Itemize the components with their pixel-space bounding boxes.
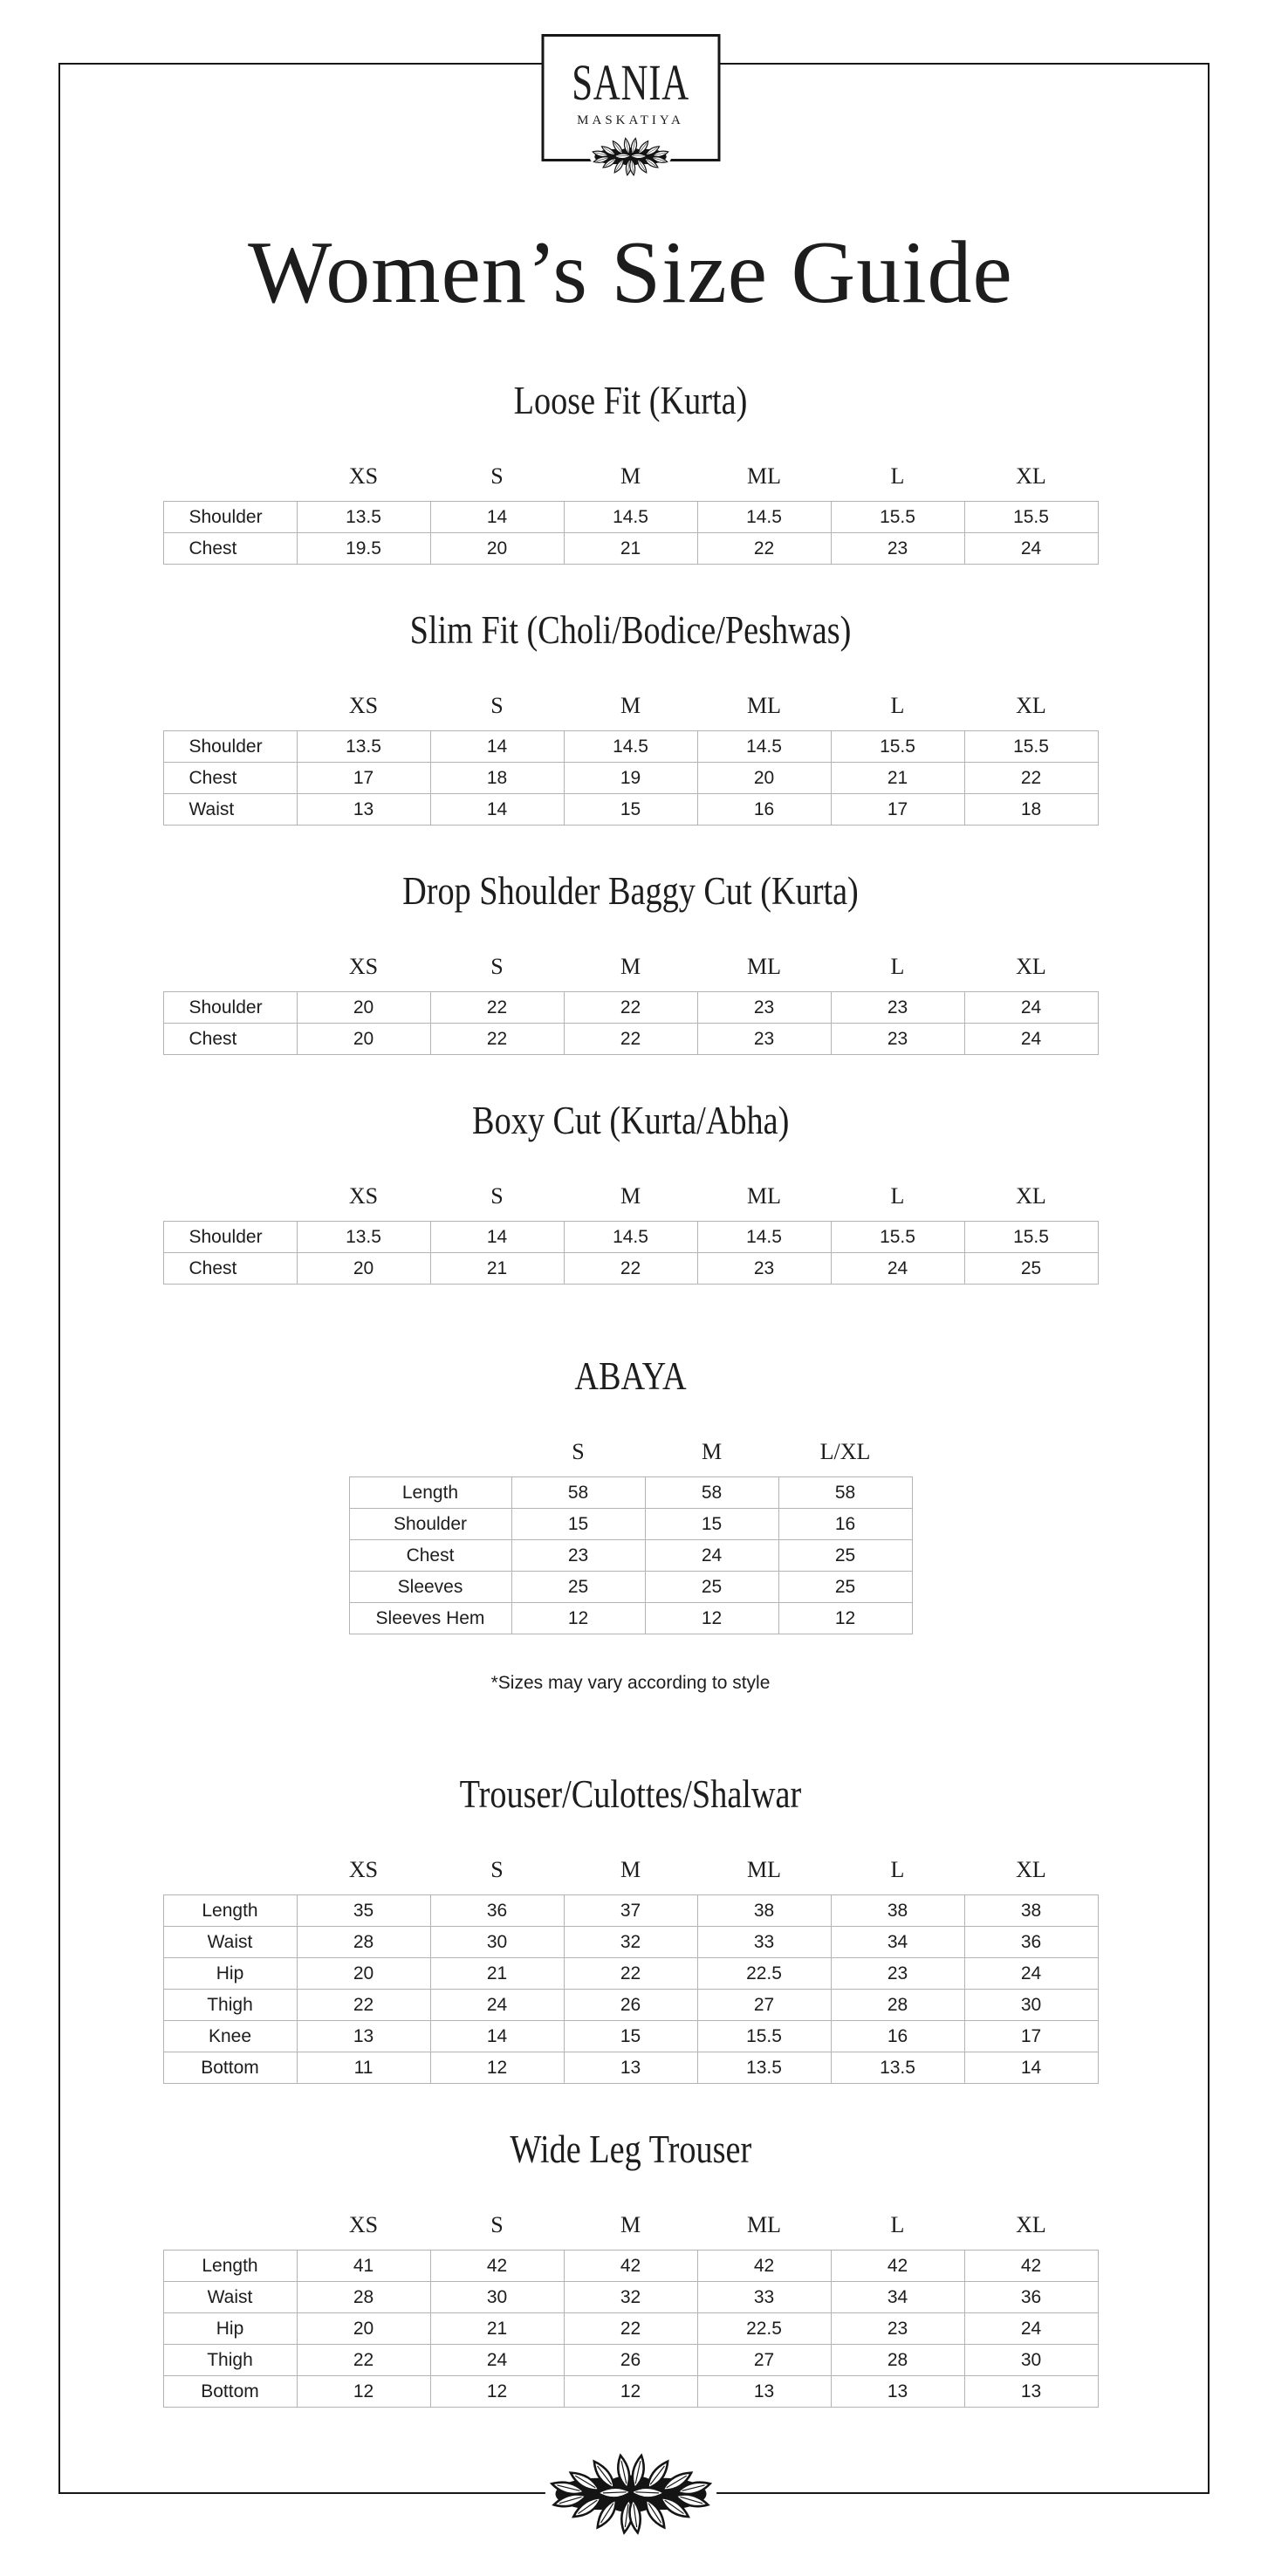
size-value-cell: 23 xyxy=(832,533,965,565)
row-label: Chest xyxy=(164,1253,298,1285)
size-value-cell: 58 xyxy=(646,1477,779,1509)
size-value-cell: 15 xyxy=(565,2021,698,2052)
size-value-cell: 12 xyxy=(431,2376,565,2408)
table-title xyxy=(0,606,1261,654)
size-value-cell: 14.5 xyxy=(565,731,698,763)
size-value-cell: 14.5 xyxy=(698,1222,832,1253)
header-spacer xyxy=(163,953,297,981)
size-value-cell: 36 xyxy=(431,1895,565,1927)
size-value-cell: 21 xyxy=(431,2313,565,2345)
size-value-cell: 14.5 xyxy=(565,502,698,533)
size-header-row xyxy=(163,692,1098,720)
size-column-header: L xyxy=(890,954,905,980)
size-value-cell: 20 xyxy=(298,992,431,1024)
size-column-header: M xyxy=(701,1439,723,1465)
size-table xyxy=(163,1894,1099,2084)
row-label: Chest xyxy=(164,763,298,794)
row-label: Thigh xyxy=(164,2345,298,2376)
size-column-header: ML xyxy=(747,693,781,719)
size-value-cell: 14.5 xyxy=(698,502,832,533)
header-spacer xyxy=(349,1438,511,1466)
size-column-header: ML xyxy=(747,1183,781,1209)
size-table xyxy=(163,2250,1099,2408)
size-value-cell: 34 xyxy=(832,2282,965,2313)
size-value-cell: 15 xyxy=(646,1509,779,1540)
row-label: Sleeves xyxy=(350,1572,512,1603)
size-value-cell: 22 xyxy=(565,2313,698,2345)
size-value-cell: 22 xyxy=(431,1024,565,1055)
size-value-cell: 20 xyxy=(298,2313,431,2345)
size-value-cell: 24 xyxy=(965,1958,1099,1990)
size-value-cell: 42 xyxy=(565,2251,698,2282)
size-value-cell: 12 xyxy=(646,1603,779,1634)
size-value-cell: 27 xyxy=(698,2345,832,2376)
size-column-header: M xyxy=(620,954,641,980)
size-value-cell: 15.5 xyxy=(832,1222,965,1253)
size-value-cell: 42 xyxy=(965,2251,1099,2282)
size-column-header: L xyxy=(890,1183,905,1209)
size-table-section xyxy=(0,867,1261,1055)
size-value-cell: 25 xyxy=(965,1253,1099,1285)
size-table-section xyxy=(0,1097,1261,1285)
table-title-text: Loose Fit (Kurta) xyxy=(513,379,748,423)
table-title xyxy=(0,1353,1261,1400)
row-label: Thigh xyxy=(164,1990,298,2021)
size-column-header: XL xyxy=(1016,2212,1046,2238)
size-value-cell: 24 xyxy=(965,533,1099,565)
size-value-cell: 12 xyxy=(779,1603,913,1634)
table-title-text: Drop Shoulder Baggy Cut (Kurta) xyxy=(402,869,859,914)
brand-subname: MASKATIYA xyxy=(577,113,684,127)
laurel-icon xyxy=(528,2443,733,2546)
size-value-cell: 15.5 xyxy=(698,2021,832,2052)
size-column-header: XL xyxy=(1016,1857,1046,1883)
size-column-header: L/XL xyxy=(819,1439,871,1465)
size-value-cell: 21 xyxy=(832,763,965,794)
size-value-cell: 26 xyxy=(565,2345,698,2376)
row-label: Length xyxy=(164,1895,298,1927)
size-column-header: ML xyxy=(747,2212,781,2238)
size-value-cell: 14.5 xyxy=(698,731,832,763)
size-value-cell: 23 xyxy=(832,1024,965,1055)
size-table-section xyxy=(0,2126,1261,2408)
size-table-section xyxy=(0,377,1261,565)
size-column-header: L xyxy=(890,693,905,719)
table-title xyxy=(0,1097,1261,1144)
size-header-row xyxy=(163,1182,1098,1210)
size-value-cell: 12 xyxy=(431,2052,565,2084)
size-value-cell: 33 xyxy=(698,2282,832,2313)
size-value-cell: 13.5 xyxy=(832,2052,965,2084)
size-value-cell: 25 xyxy=(779,1540,913,1572)
size-value-cell: 24 xyxy=(965,2313,1099,2345)
size-column-header: S xyxy=(490,463,504,490)
size-value-cell: 24 xyxy=(431,2345,565,2376)
size-value-cell: 23 xyxy=(698,1024,832,1055)
table-title-text: Trouser/Culottes/Shalwar xyxy=(459,1772,802,1817)
size-value-cell: 13.5 xyxy=(298,731,431,763)
size-column-header: L xyxy=(890,1857,905,1883)
header-spacer xyxy=(163,2211,297,2239)
size-column-header: XL xyxy=(1016,463,1046,490)
size-value-cell: 15.5 xyxy=(965,1222,1099,1253)
size-value-cell: 24 xyxy=(965,1024,1099,1055)
size-column-header: S xyxy=(490,1857,504,1883)
size-value-cell: 38 xyxy=(832,1895,965,1927)
size-value-cell: 23 xyxy=(832,2313,965,2345)
size-value-cell: 22 xyxy=(298,2345,431,2376)
size-value-cell: 20 xyxy=(298,1024,431,1055)
row-label: Hip xyxy=(164,2313,298,2345)
size-value-cell: 20 xyxy=(698,763,832,794)
size-value-cell: 36 xyxy=(965,2282,1099,2313)
size-value-cell: 15.5 xyxy=(965,502,1099,533)
header-spacer xyxy=(163,462,297,490)
size-header-row xyxy=(349,1438,912,1466)
row-label: Knee xyxy=(164,2021,298,2052)
size-table xyxy=(163,501,1099,565)
size-value-cell: 34 xyxy=(832,1927,965,1958)
size-column-header: M xyxy=(620,1857,641,1883)
size-value-cell: 22 xyxy=(965,763,1099,794)
size-column-header: S xyxy=(572,1439,585,1465)
size-column-header: L xyxy=(890,2212,905,2238)
size-column-header: XS xyxy=(348,1857,379,1883)
size-value-cell: 22.5 xyxy=(698,2313,832,2345)
size-value-cell: 17 xyxy=(965,2021,1099,2052)
size-column-header: L xyxy=(890,463,905,490)
row-label: Hip xyxy=(164,1958,298,1990)
size-column-header: ML xyxy=(747,954,781,980)
size-value-cell: 14 xyxy=(965,2052,1099,2084)
size-value-cell: 20 xyxy=(431,533,565,565)
size-value-cell: 12 xyxy=(298,2376,431,2408)
table-title xyxy=(0,2126,1261,2173)
size-value-cell: 22 xyxy=(565,992,698,1024)
size-value-cell: 25 xyxy=(512,1572,646,1603)
size-value-cell: 42 xyxy=(832,2251,965,2282)
row-label: Length xyxy=(350,1477,512,1509)
size-value-cell: 30 xyxy=(431,2282,565,2313)
size-column-header: ML xyxy=(747,463,781,490)
size-value-cell: 32 xyxy=(565,1927,698,1958)
size-value-cell: 30 xyxy=(965,1990,1099,2021)
size-value-cell: 25 xyxy=(779,1572,913,1603)
size-table-section xyxy=(0,606,1261,826)
size-value-cell: 14 xyxy=(431,794,565,826)
size-value-cell: 14 xyxy=(431,1222,565,1253)
row-label: Shoulder xyxy=(164,731,298,763)
size-value-cell: 22 xyxy=(431,992,565,1024)
size-value-cell: 22 xyxy=(698,533,832,565)
row-label: Bottom xyxy=(164,2052,298,2084)
size-value-cell: 14 xyxy=(431,2021,565,2052)
size-header-row xyxy=(163,462,1098,490)
size-value-cell: 12 xyxy=(512,1603,646,1634)
size-value-cell: 42 xyxy=(698,2251,832,2282)
size-column-header: XS xyxy=(348,1183,379,1209)
size-value-cell: 22 xyxy=(565,1253,698,1285)
size-value-cell: 19 xyxy=(565,763,698,794)
size-column-header: XS xyxy=(348,954,379,980)
size-value-cell: 25 xyxy=(646,1572,779,1603)
size-value-cell: 42 xyxy=(431,2251,565,2282)
size-value-cell: 13 xyxy=(298,794,431,826)
size-value-cell: 32 xyxy=(565,2282,698,2313)
size-value-cell: 16 xyxy=(779,1509,913,1540)
size-value-cell: 13 xyxy=(698,2376,832,2408)
size-value-cell: 16 xyxy=(698,794,832,826)
page-title: Women’s Size Guide xyxy=(248,223,1013,322)
size-column-header: ML xyxy=(747,1857,781,1883)
size-value-cell: 18 xyxy=(965,794,1099,826)
size-value-cell: 27 xyxy=(698,1990,832,2021)
size-value-cell: 14.5 xyxy=(565,1222,698,1253)
size-value-cell: 19.5 xyxy=(298,533,431,565)
size-column-header: XL xyxy=(1016,954,1046,980)
size-value-cell: 14 xyxy=(431,731,565,763)
size-value-cell: 18 xyxy=(431,763,565,794)
laurel-icon xyxy=(582,133,680,182)
size-header-row xyxy=(163,1856,1098,1884)
size-value-cell: 28 xyxy=(832,2345,965,2376)
size-table xyxy=(163,991,1099,1055)
row-label: Waist xyxy=(164,2282,298,2313)
size-value-cell: 21 xyxy=(431,1958,565,1990)
size-value-cell: 13.5 xyxy=(698,2052,832,2084)
size-value-cell: 15.5 xyxy=(965,731,1099,763)
size-value-cell: 23 xyxy=(698,1253,832,1285)
row-label: Length xyxy=(164,2251,298,2282)
size-value-cell: 26 xyxy=(565,1990,698,2021)
size-column-header: XS xyxy=(348,463,379,490)
row-label: Waist xyxy=(164,794,298,826)
table-title xyxy=(0,867,1261,915)
size-value-cell: 35 xyxy=(298,1895,431,1927)
size-value-cell: 30 xyxy=(965,2345,1099,2376)
header-spacer xyxy=(163,692,297,720)
size-value-cell: 33 xyxy=(698,1927,832,1958)
size-value-cell: 58 xyxy=(779,1477,913,1509)
size-value-cell: 30 xyxy=(431,1927,565,1958)
table-title xyxy=(0,377,1261,424)
size-value-cell: 38 xyxy=(965,1895,1099,1927)
size-value-cell: 22 xyxy=(298,1990,431,2021)
size-column-header: XS xyxy=(348,693,379,719)
size-value-cell: 13 xyxy=(965,2376,1099,2408)
size-value-cell: 17 xyxy=(832,794,965,826)
size-value-cell: 13.5 xyxy=(298,1222,431,1253)
table-title-text: Wide Leg Trouser xyxy=(510,2127,751,2172)
size-header-row xyxy=(163,2211,1098,2239)
size-value-cell: 36 xyxy=(965,1927,1099,1958)
size-column-header: S xyxy=(490,1183,504,1209)
size-column-header: XL xyxy=(1016,693,1046,719)
table-title-text: ABAYA xyxy=(574,1354,687,1399)
brand-logo xyxy=(541,34,720,161)
table-title-text: Slim Fit (Choli/Bodice/Peshwas) xyxy=(409,608,852,653)
size-value-cell: 12 xyxy=(565,2376,698,2408)
size-value-cell: 15 xyxy=(512,1509,646,1540)
row-label: Bottom xyxy=(164,2376,298,2408)
size-tables xyxy=(0,377,1261,2408)
size-value-cell: 23 xyxy=(832,1958,965,1990)
size-value-cell: 41 xyxy=(298,2251,431,2282)
size-column-header: M xyxy=(620,2212,641,2238)
size-value-cell: 17 xyxy=(298,763,431,794)
size-value-cell: 15.5 xyxy=(832,731,965,763)
size-value-cell: 13.5 xyxy=(298,502,431,533)
size-value-cell: 20 xyxy=(298,1253,431,1285)
size-column-header: S xyxy=(490,693,504,719)
size-value-cell: 15 xyxy=(565,794,698,826)
size-column-header: S xyxy=(490,954,504,980)
size-column-header: S xyxy=(490,2212,504,2238)
header-spacer xyxy=(163,1182,297,1210)
size-value-cell: 11 xyxy=(298,2052,431,2084)
size-column-header: M xyxy=(620,463,641,490)
size-value-cell: 13 xyxy=(832,2376,965,2408)
table-title-text: Boxy Cut (Kurta/Abha) xyxy=(471,1099,790,1143)
size-value-cell: 24 xyxy=(646,1540,779,1572)
row-label: Shoulder xyxy=(350,1509,512,1540)
size-value-cell: 13 xyxy=(565,2052,698,2084)
size-value-cell: 28 xyxy=(832,1990,965,2021)
row-label: Shoulder xyxy=(164,1222,298,1253)
size-column-header: M xyxy=(620,693,641,719)
brand-name: SANIA xyxy=(572,54,689,111)
size-column-header: XL xyxy=(1016,1183,1046,1209)
row-label: Chest xyxy=(164,533,298,565)
size-table-section xyxy=(0,1771,1261,2084)
size-value-cell: 28 xyxy=(298,1927,431,1958)
size-value-cell: 23 xyxy=(832,992,965,1024)
row-label: Chest xyxy=(164,1024,298,1055)
size-value-cell: 22 xyxy=(565,1024,698,1055)
size-table xyxy=(349,1476,913,1634)
size-value-cell: 38 xyxy=(698,1895,832,1927)
size-value-cell: 14 xyxy=(431,502,565,533)
style-note: *Sizes may vary according to style xyxy=(490,1673,771,1694)
size-value-cell: 23 xyxy=(698,992,832,1024)
size-table xyxy=(163,1221,1099,1285)
row-label: Shoulder xyxy=(164,992,298,1024)
size-value-cell: 23 xyxy=(512,1540,646,1572)
row-label: Shoulder xyxy=(164,502,298,533)
row-label: Waist xyxy=(164,1927,298,1958)
size-value-cell: 24 xyxy=(965,992,1099,1024)
size-value-cell: 24 xyxy=(431,1990,565,2021)
size-value-cell: 21 xyxy=(565,533,698,565)
row-label: Chest xyxy=(350,1540,512,1572)
size-value-cell: 24 xyxy=(832,1253,965,1285)
size-value-cell: 13 xyxy=(298,2021,431,2052)
table-title xyxy=(0,1771,1261,1818)
size-column-header: M xyxy=(620,1183,641,1209)
size-value-cell: 20 xyxy=(298,1958,431,1990)
size-value-cell: 15.5 xyxy=(832,502,965,533)
size-table-section xyxy=(0,1353,1261,1694)
size-value-cell: 16 xyxy=(832,2021,965,2052)
size-table xyxy=(163,730,1099,826)
size-value-cell: 28 xyxy=(298,2282,431,2313)
size-header-row xyxy=(163,953,1098,981)
size-value-cell: 58 xyxy=(512,1477,646,1509)
row-label: Sleeves Hem xyxy=(350,1603,512,1634)
size-column-header: XS xyxy=(348,2212,379,2238)
size-value-cell: 22.5 xyxy=(698,1958,832,1990)
size-value-cell: 37 xyxy=(565,1895,698,1927)
header-spacer xyxy=(163,1856,297,1884)
size-value-cell: 21 xyxy=(431,1253,565,1285)
size-value-cell: 22 xyxy=(565,1958,698,1990)
